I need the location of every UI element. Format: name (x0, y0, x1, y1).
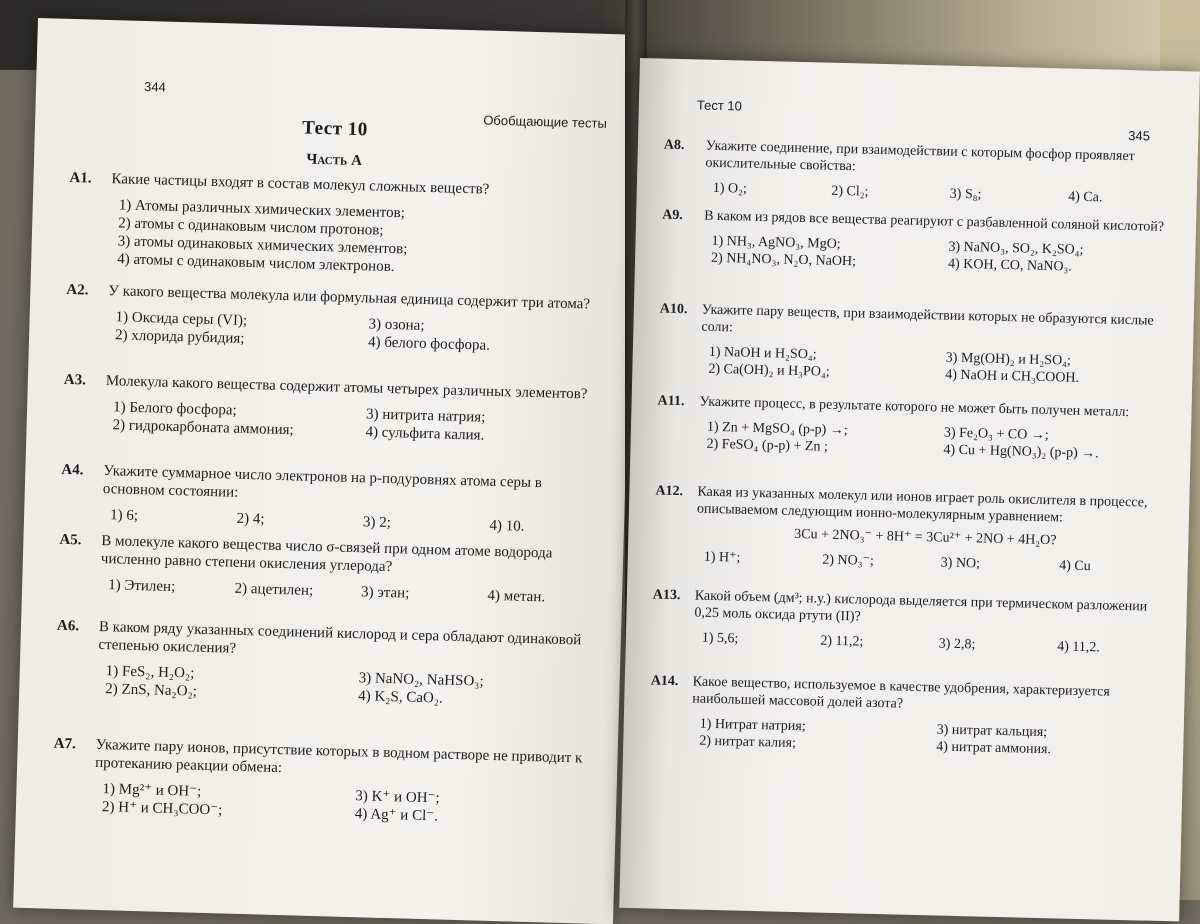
question-number: A4. (61, 461, 84, 479)
answer-options (67, 195, 613, 282)
answer-option: 2) FeSO₄ (р-р) + Zn ; (706, 436, 828, 455)
question-a14 (649, 672, 1163, 760)
answer-option: 3) Mg(OH)₂ и H₂SO₄; (945, 350, 1072, 369)
answer-options (654, 547, 1166, 577)
question-number: A2. (66, 281, 89, 299)
answer-options (656, 418, 1169, 464)
question-a9 (661, 207, 1174, 278)
running-head: Тест 10 (696, 97, 743, 114)
answer-option: 3) этан; (360, 584, 410, 602)
question-number: A11. (657, 393, 685, 410)
answer-options (62, 397, 607, 448)
question-text: Укажите пару ионов, присутствие которых в водном растворе не приводит к протеканию реакции обмена: (95, 736, 583, 777)
question-text: В каком ряду указанных соединений кислород и сера обладают одинаковой степенью окисления? (98, 618, 582, 657)
answer-option: 3) нитрат кальция; (936, 722, 1048, 741)
answer-option: 4) KOH, CO, NaNO₃. (947, 256, 1073, 275)
answer-option: 3) K⁺ и OH⁻; (355, 788, 440, 807)
answer-option: 1) Zn + MgSO₄ (р-р) →; (706, 419, 848, 439)
answer-options (658, 343, 1171, 389)
answer-option: 3) NaNO₂, NaHSO₃; (358, 670, 484, 690)
question-text: Укажите процесс, в результате которого не может быть получен металл: (699, 394, 1130, 421)
answer-option: 2) нитрат калия; (699, 733, 797, 752)
question-number: A13. (652, 587, 681, 604)
answer-option: 1) Этилен; (107, 577, 176, 596)
answer-option: 3) S₈; (949, 186, 982, 203)
answer-option: 2) NH₄NO₃, N₂O, NaOH; (710, 250, 857, 270)
answer-option: 2) ZnS, Na₂O₂; (105, 681, 198, 700)
answer-option: 3) озона; (368, 316, 425, 334)
answer-options (649, 714, 1162, 760)
answer-option: 4) Cu (1059, 558, 1091, 575)
answer-option: 3) Fe₂O₃ + CO →; (943, 425, 1049, 444)
question-text: Укажите пару веществ, при взаимодействии которых не образуются кислые соли: (701, 302, 1154, 336)
left-page (13, 18, 638, 924)
answer-option: 4) Cu + Hg(NO₃)₂ (р-р) →. (943, 442, 1099, 462)
answer-option: 3) нитрита натрия; (365, 406, 486, 426)
question-number: A7. (53, 735, 77, 753)
question-a12 (654, 483, 1168, 577)
answer-option: 1) FeS₂, H₂O₂; (105, 663, 195, 682)
question-number: A3. (63, 371, 87, 389)
answer-option: 2) 11,2; (820, 633, 864, 650)
answer-option: 1) H⁺; (703, 549, 741, 566)
answer-option: 2) ацетилен; (234, 580, 314, 599)
question-text: В молекуле какого вещества число σ-связей при одном атоме водорода численно равно степени окисления углерода? (100, 532, 553, 576)
running-head: Обобщающие тесты (483, 112, 608, 131)
answer-option: 4) Ca. (1068, 189, 1103, 206)
question-text: Молекула какого вещества содержит атомы четырех различных элементов? (105, 373, 588, 403)
question-a13 (652, 586, 1165, 657)
answer-option: 4) 10. (489, 517, 525, 535)
question-text: Какая из указанных молекул или ионов играет роль окислителя в процессе, описываемом следующим ионно-молекулярным уравнением: (696, 484, 1148, 526)
question-text: В каком из рядов все вещества реагируют с разбавленной соляной кислотой? (703, 208, 1165, 235)
answer-option: 1) 6; (109, 507, 139, 524)
answer-option: 4) нитрат аммония. (936, 739, 1052, 758)
answer-option: 4) Ag⁺ и Cl⁻. (354, 806, 439, 825)
question-a6 (55, 617, 601, 712)
question-text: Какие частицы входят в состав молекул сложных веществ? (111, 171, 490, 198)
answer-options (652, 628, 1164, 658)
question-a7 (52, 735, 598, 830)
answer-option: 1) Белого фосфора; (112, 399, 237, 419)
answer-options (58, 575, 602, 608)
answer-options (65, 307, 610, 358)
answer-option: 1) Оксида серы (VI); (115, 309, 248, 329)
answer-options (52, 779, 597, 830)
page-number: 344 (143, 78, 167, 95)
answer-option: 1) NH₃, AgNO₃, MgO; (711, 233, 841, 252)
answer-option: 4) метан. (487, 587, 546, 606)
question-text: Какое вещество, используемое в качестве удобрения, характеризуется наибольшей массовой долей азота? (692, 674, 1110, 712)
answer-option: 4) 11,2. (1057, 639, 1101, 656)
question-a8 (663, 137, 1176, 208)
answer-option: 3) атомы одинаковых химических элементов; (117, 233, 408, 258)
answer-option: 2) Ca(OH)₂ и H₃PO₄; (708, 361, 830, 380)
question-a10 (658, 301, 1172, 389)
question-a1 (67, 169, 614, 282)
answer-option: 1) NaOH и H₂SO₄; (708, 344, 817, 363)
answer-option: 4) атомы с одинаковым числом электронов. (117, 251, 395, 276)
answer-option: 3) 2,8; (938, 636, 976, 653)
answer-option: 1) O₂; (712, 180, 748, 197)
answer-options (663, 179, 1175, 209)
question-number: A6. (56, 617, 80, 635)
answer-option: 3) 2; (362, 514, 392, 532)
question-number: A12. (655, 483, 684, 500)
answer-options (661, 232, 1174, 278)
question-a11 (656, 393, 1169, 464)
question-text: Какой объем (дм³; н.у.) кислорода выделяется при термическом разложении 0,25 моль оксида ртути (II)? (694, 588, 1148, 625)
answer-option: 3) NO; (940, 555, 981, 572)
answer-option: 2) хлорида рубидия; (114, 327, 245, 347)
equation: 3Cu + 2NO₃⁻ + 8H⁺ = 3Cu²⁺ + 2NO + 4H₂O? (794, 526, 1057, 549)
page-number: 345 (1128, 127, 1151, 144)
question-a2 (65, 281, 611, 358)
answer-option: 2) Cl₂; (831, 183, 869, 200)
question-number: A10. (659, 301, 688, 318)
answer-option: 2) гидрокарбоната аммония; (112, 417, 294, 439)
question-a5 (58, 531, 604, 608)
question-number: A9. (661, 207, 683, 224)
answer-option: 1) 5,6; (701, 630, 739, 647)
answer-option: 1) Атомы различных химических элементов; (118, 197, 406, 222)
answer-option: 1) Mg²⁺ и OH⁻; (102, 781, 202, 800)
answer-options (55, 661, 600, 712)
question-text: Укажите суммарное число электронов на p-подуровнях атома серы в основном состоянии: (102, 463, 543, 501)
answer-option: 2) H⁺ и CH₃COO⁻; (101, 799, 223, 819)
question-a3 (62, 371, 608, 448)
question-text: Укажите соединение, при взаимодействии с которым фосфор проявляет окислительные свойства: (705, 138, 1135, 175)
answer-option: 2) атомы с одинаковым числом протонов; (118, 215, 384, 239)
answer-option: 3) NaNO₃, SO₂, K₂SO₄; (948, 239, 1084, 258)
answer-option: 2) 4; (236, 510, 265, 528)
right-page (619, 58, 1200, 921)
answer-option: 4) сульфита калия. (365, 424, 485, 444)
part-title: Часть А (306, 151, 363, 170)
question-number: A14. (650, 673, 679, 690)
question-number: A5. (59, 531, 82, 549)
answer-option: 2) NO₃⁻; (822, 552, 875, 569)
test-title: Тест 10 (301, 117, 369, 141)
answer-option: 4) белого фосфора. (367, 334, 491, 354)
question-number: A1. (69, 169, 92, 187)
answer-option: 1) Нитрат натрия; (699, 716, 806, 735)
question-a4 (60, 461, 606, 538)
answer-option: 4) K₂S, CaO₂. (357, 688, 444, 707)
answer-option: 4) NaOH и CH₃COOH. (945, 367, 1080, 386)
question-number: A8. (663, 137, 685, 154)
question-text: У какого вещества молекула или формульная единица содержит три атома? (108, 283, 591, 313)
